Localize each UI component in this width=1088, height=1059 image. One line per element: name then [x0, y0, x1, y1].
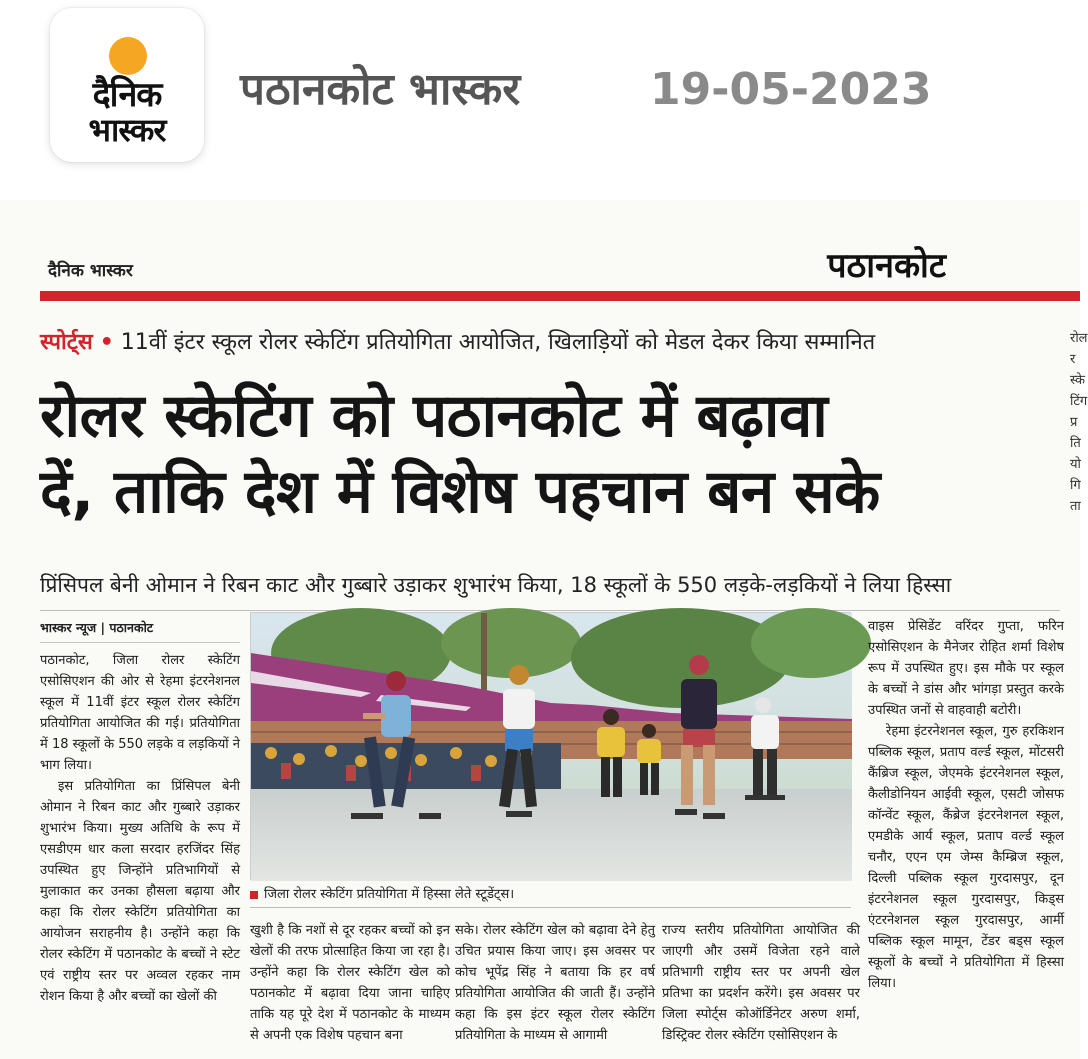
article-column-2 — [250, 920, 450, 1059]
caption-marker — [250, 891, 258, 899]
share-header — [0, 0, 1080, 200]
headline-line-1: रोलर स्केटिंग को पठानकोट में बढ़ावा — [40, 381, 828, 451]
masthead-brand: दैनिक भास्कर — [48, 261, 133, 281]
skating-photo — [250, 612, 851, 880]
deck-divider — [40, 610, 1060, 611]
kicker-tag: स्पोर्ट्स — [40, 330, 93, 355]
byline: भास्कर न्यूज | पठानकोट — [40, 620, 154, 635]
headline — [40, 378, 1070, 530]
article-column-5 — [868, 616, 1064, 1059]
article-paragraph: राज्य स्तरीय प्रतियोगिता आयोजित की जाएगी और उसमें विजेता रहने वाले प्रतिभागी राष्ट्रीय स्तर पर अपनी खेल प्रतिभा का प्रदर्शन करेंगे। इस अवसर पर जिला स्पोर्ट्स कोऑर्डिनेटर अरुण शर्मा, डिस्ट्रिक्ट रोलर स्केटिंग एसोसिएशन के — [662, 923, 860, 1043]
kicker-text: 11वीं इंटर स्कूल रोलर स्केटिंग प्रतियोगिता आयोजित, खिलाड़ियों को मेडल देकर किया सम्मानित — [120, 330, 876, 355]
newspaper-clipping — [0, 200, 1088, 1059]
caption-text: जिला रोलर स्केटिंग प्रतियोगिता में हिस्सा लेते स्टूडेंट्स। — [264, 887, 515, 902]
article-paragraph: खुशी है कि नशों से दूर रहकर बच्चों को इन खेलों की तरफ प्रोत्साहित किया जा रहा है। उन्होंने कहा कि रोलर स्केटिंग खेल को पठानकोट में बढ़ावा दिया जाना चाहिए ताकि यह पूरे देश में पठानकोट के माध्यम से अपनी एक विशेष पहचान बना — [250, 923, 450, 1043]
red-divider — [40, 291, 1080, 301]
section-title: पठानकोट — [827, 246, 946, 286]
logo-word-bhaskar: भास्कर — [88, 111, 166, 149]
headline-line-2: दें, ताकि देश में विशेष पहचान बन सके — [40, 457, 880, 527]
article-paragraph: रेहमा इंटरनेशनल स्कूल, गुरु हरकिशन पब्लिक स्कूल, प्रताप वर्ल्ड स्कूल, मोंटसरी कैंब्रिज स्कूल, जेएमके इंटरनेशनल स्कूल, कैलीडोनियन आईवी स्कूल, एसटी जोसफ कॉन्वेंट स्कूल, कैंब्रेज इंटरनेशनल स्कूल, एमडीके आर्य स्कूल, प्रताप वर्ल्ड स्कूल चनौर, एएन एम जेम्स कैम्ब्रिज स्कूल, दिल्ली पब्लिक स्कूल गुरदासपुर, दून इंटरनेशनल स्कूल गुरदासपुर, किड्स एंटरनेशनल स्कूल गुरदासपुर, आर्मी पब्लिक स्कूल मामून, टेंडर बड्स स्कूल स्कूलों के बच्चों ने प्रतियोगिता में हिस्सा लिया। — [868, 724, 1064, 991]
kicker-bullet: • — [99, 330, 114, 355]
dainik-bhaskar-logo-icon[interactable] — [50, 8, 204, 162]
article-column-4 — [662, 920, 860, 1059]
logo-word-dainik: दैनिक — [92, 75, 162, 115]
adjacent-column-edge: रोलर स्केटिंग प्रतियोगिता — [1070, 331, 1088, 514]
article-paragraph: सके। रोलर स्केटिंग खेल को बढ़ावा देने हेतु उचित प्रयास किया जाए। इस अवसर पर कोच भूपेंद्र सिंह ने बताया कि हर वर्ष प्रतियोगिता आयोजित की जाती हैं। उन्होंने कहा कि इस इंटर स्कूल रोलर स्केटिंग प्रतियोगिता के माध्यम से आगामी — [455, 923, 655, 1043]
article-column-1 — [40, 650, 240, 1059]
deck-subheadline: प्रिंसिपल बेनी ओमान ने रिबन काट और गुब्बारे उड़ाकर शुभारंभ किया, 18 स्कूलों के 550 लड़के-लड़कियों ने लिया हिस्सा — [40, 573, 952, 597]
byline-divider — [40, 642, 240, 643]
sun-icon — [109, 37, 147, 75]
edition-date: 19-05-2023 — [650, 64, 932, 115]
article-column-3 — [455, 920, 655, 1059]
article-paragraph: इस प्रतियोगिता का प्रिंसिपल बेनी ओमान ने रिबन काट और गुब्बारे उड़ाकर शुभारंभ किया। मुख्य अतिथि के रूप में एसडीएम धार कला सरदार हरजिंदर सिंह उपस्थित हुए जिन्होंने प्रतिभागियों से मुलाकात कर उनका हौसला बढ़ाया और कहा कि रोलर स्केटिंग प्रतियोगिता का आयोजन सराहनीय है। उन्होंने कहा कि रोलर स्केटिंग में पठानकोट के बच्चों ने स्टेट एवं राष्ट्रीय स्तर पर अव्वल रहकर नाम रोशन किया है और बच्चों का खेलों की — [40, 779, 240, 1004]
article-paragraph: वाइस प्रेसिडेंट वरिंदर गुप्ता, फरिन एसोसिएशन के मैनेजर रोहित शर्मा विशेष रूप में उपस्थित हुए। इस मौके पर स्कूल के बच्चों ने डांस और भांगड़ा प्रस्तुत करके उपस्थित जनों से वाहवाही बटोरी। — [868, 619, 1064, 718]
photo-caption — [250, 882, 851, 908]
article-paragraph: पठानकोट, जिला रोलर स्केटिंग एसोसिएशन की ओर से रेहमा इंटरनेशनल स्कूल में 11वीं इंटर स्कूल रोलर स्केटिंग प्रतियोगिता आयोजित की गई। प्रतियोगिता में 18 स्कूलों के 550 लड़के व लड़कियों ने भाग लिया। — [40, 653, 240, 773]
kicker-line — [40, 326, 1060, 360]
edition-title: पठानकोट भास्कर — [240, 64, 521, 115]
